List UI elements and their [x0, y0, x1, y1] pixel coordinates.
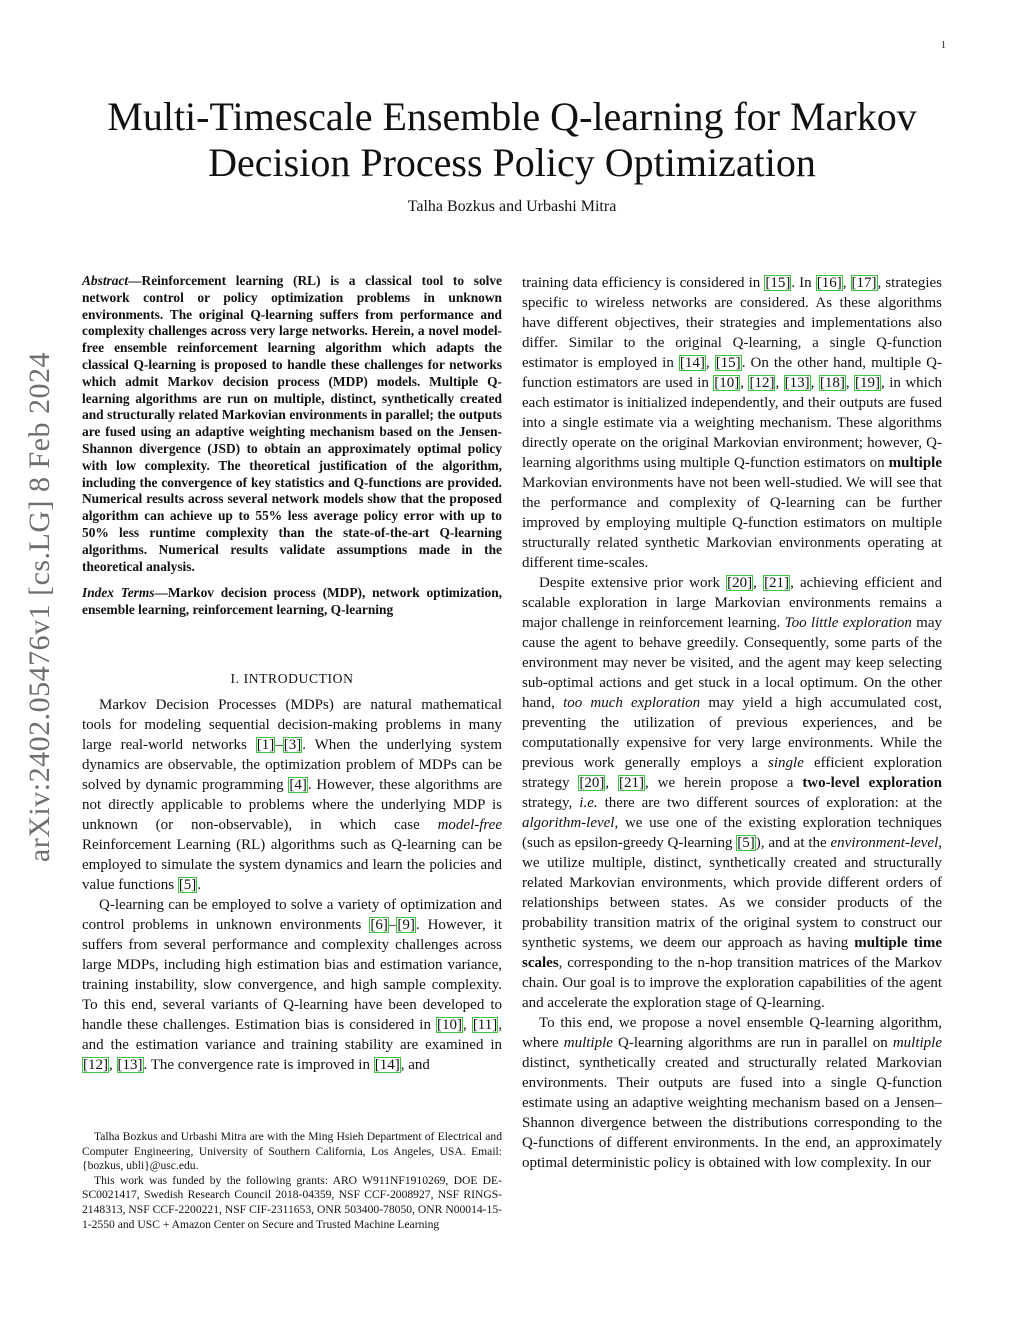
citation-link[interactable]: [19]	[855, 375, 881, 391]
footnotes	[82, 1130, 502, 1232]
citation-link[interactable]: [20]	[727, 575, 753, 591]
citation-link[interactable]: [5]	[737, 835, 755, 851]
section-heading-introduction: I. INTRODUCTION	[230, 670, 354, 686]
citation-link[interactable]: [14]	[374, 1056, 400, 1073]
abstract-label: Abstract	[82, 273, 129, 288]
right-column	[522, 273, 942, 1173]
citation-link[interactable]: [16]	[816, 275, 842, 291]
intro-paragraph-1: Markov Decision Processes (MDPs) are natural mathematical tools for modeling sequential decision-making problems in many large real-world networks [1]–[3]. When the underlying system dynamics are observable, the optimization problem of MDPs can be solved by dynamic programming [4]. However, these algorithms are not directly applicable to problems where the underlying MDP is unknown (or non-observable), in which case model-free Reinforcement Learning (RL) algorithms such as Q-learning can be employed to simulate the system dynamics and learn the policies and value functions [5].	[82, 696, 503, 893]
arxiv-identifier-stamp: arXiv:2402.05476v1 [cs.LG] 8 Feb 2024	[23, 351, 56, 863]
citation-link[interactable]: [11]	[472, 1016, 498, 1033]
introduction-left-body	[82, 695, 502, 1075]
citation-link[interactable]: [10]	[714, 375, 740, 391]
intro-paragraph-4: Despite extensive prior work [20], [21], achieving efficient and scalable exploration in large Markovian environments remains a major challenge in reinforcement learning. Too little exploration may cause the agent to behave greedily. Consequently, some parts of the environment may never be visited, and the agent may keep selecting sub-optimal actions and get stuck in a local optimum. On the other hand, too much exploration may yield a high accumulated cost, preventing the utilization of previous experiences, and be computationally expensive for very large environments. While the previous work generally employs a single efficient exploration strategy [20], [21], we herein propose a two-level exploration strategy, i.e. there are two different sources of exploration: at the algorithm-level, we use one of the existing exploration techniques (such as epsilon-greedy Q-learning [5]), and at the environment-level, we utilize multiple, distinct, synthetically created and structurally related Markovian environments, which provide different orders of relationships between states. As we consider products of the probability transition matrix of the original system to construct our synthetic systems, we deem our approach as having multiple time scales, corresponding to the n-hop transition matrices of the Markov chain. Our goal is to improve the exploration capabilities of the agent and accelerate the exploration stage of Q-learning.	[522, 575, 943, 1011]
abstract-text: —Reinforcement learning (RL) is a classical tool to solve network control or policy optimization problems in unknown environments. The original Q-learning suffers from performance and complexity challenges across very large networks. Herein, a novel model-free ensemble reinforcement learning algorithm which adapts the classical Q-learning is proposed to handle these challenges for networks which admit Markov decision process (MDP) models. Multiple Q-learning algorithms are run on multiple, distinct, synthetically created and structurally related Markovian environments in parallel; the outputs are fused using an adaptive weighting mechanism based on the Jensen-Shannon divergence (JSD) to obtain an approximately optimal policy with low complexity. The theoretical justification of the algorithm, including the convergence of key statistics and Q-functions are provided. Numerical results across several network models show that the proposed algorithm can achieve up to 55% less average policy error with up to 50% less runtime complexity than the state-of-the-art Q-learning algorithms. Numerical results validate assumptions made in the theoretical analysis.	[82, 273, 502, 574]
intro-paragraph-3: training data efficiency is considered in [15]. In [16], [17], strategies specific to wireless networks are considered. As these algorithms have different objectives, their strategies and implementations also differ. Similar to the original Q-learning, a single Q-function estimator is employed in [14], [15]. On the other hand, multiple Q-function estimators are used in [10], [12], [13], [18], [19], in which each estimator is initialized independently, and their outputs are fused into a single estimate via a weighting mechanism. These algorithms directly operate on the original Markovian environment; however, Q-learning algorithms using multiple Q-function estimators on multiple Markovian environments have not been well-studied. We will see that the performance and complexity of Q-learning can be further improved by employing multiple Q-function estimators on multiple structurally related synthetic Markovian environments operating at different time-scales.	[522, 275, 942, 571]
page-number: 1	[941, 40, 946, 51]
intro-paragraph-2: Q-learning can be employed to solve a variety of optimization and control problems in unknown environments [6]–[9]. However, it suffers from several performance and complexity challenges across large MDPs, including high estimation bias and estimation variance, training instability, slow convergence, and high sample complexity. To this end, several variants of Q-learning have been developed to handle these challenges. Estimation bias is considered in [10], [11], and the estimation variance and training stability are examined in [12], [13]. The convergence rate is improved in [14], and	[82, 896, 503, 1073]
citation-link[interactable]: [6]	[370, 916, 388, 933]
footnote-affiliation: Talha Bozkus and Urbashi Mitra are with the Ming Hsieh Department of Electrical and Computer Engineering, University of Southern California, Los Angeles, USA. Email: {bozkus, ubli}@usc.edu.	[82, 1130, 502, 1173]
paper-title: Multi-Timescale Ensemble Q-learning for Markov Decision Process Policy Optimization	[107, 94, 917, 185]
citation-link[interactable]: [12]	[749, 375, 775, 391]
citation-link[interactable]: [20]	[579, 775, 605, 791]
intro-paragraph-5: To this end, we propose a novel ensemble Q-learning algorithm, where multiple Q-learning algorithms are run in parallel on multiple distinct, synthetically created and structurally related Markovian environments. Their outputs are fused into a single Q-function estimate using an adaptive weighting mechanism based on a Jensen–Shannon divergence between the distributions corresponding to the Q-functions of different environments. In the end, an approximately optimal deterministic policy is obtained with low complexity. In our	[522, 1015, 942, 1171]
citation-link[interactable]: [15]	[715, 355, 741, 371]
citation-link[interactable]: [3]	[283, 736, 302, 753]
citation-link[interactable]: [18]	[819, 375, 845, 391]
citation-link[interactable]: [21]	[619, 775, 645, 791]
citation-link[interactable]: [15]	[765, 275, 791, 291]
citation-link[interactable]: [13]	[117, 1056, 143, 1073]
citation-link[interactable]: [9]	[397, 916, 415, 933]
citation-link[interactable]: [17]	[851, 275, 877, 291]
introduction-right-body	[522, 273, 942, 1173]
footnote-funding: This work was funded by the following grants: ARO W911NF1910269, DOE DE-SC0021417, Swedish Research Council 2018-04359, NSF CCF-2008927, NSF RINGS-2148313, NSF CCF-2200221, NSF CIF-2311653, ONR 503400-78050, ONR N00014-15-1-2550 and USC + Amazon Center on Secure and Trusted Machine Learning	[82, 1173, 502, 1231]
citation-link[interactable]: [14]	[679, 355, 705, 371]
paper-authors: Talha Bozkus and Urbashi Mitra	[407, 198, 617, 215]
citation-link[interactable]: [1]	[256, 736, 275, 753]
index-terms	[82, 585, 502, 619]
citation-link[interactable]: [13]	[784, 375, 810, 391]
citation-link[interactable]: [12]	[83, 1056, 108, 1073]
left-column	[82, 273, 502, 1075]
index-terms-label: Index Terms	[82, 585, 155, 601]
citation-link[interactable]: [21]	[764, 575, 790, 591]
abstract	[82, 273, 502, 575]
index-terms-text: —Markov decision process (MDP), network optimization, ensemble learning, reinforcement learning, Q-learning	[82, 585, 502, 618]
citation-link[interactable]: [5]	[178, 876, 197, 893]
citation-link[interactable]: [4]	[289, 776, 307, 793]
citation-link[interactable]: [10]	[437, 1016, 463, 1033]
